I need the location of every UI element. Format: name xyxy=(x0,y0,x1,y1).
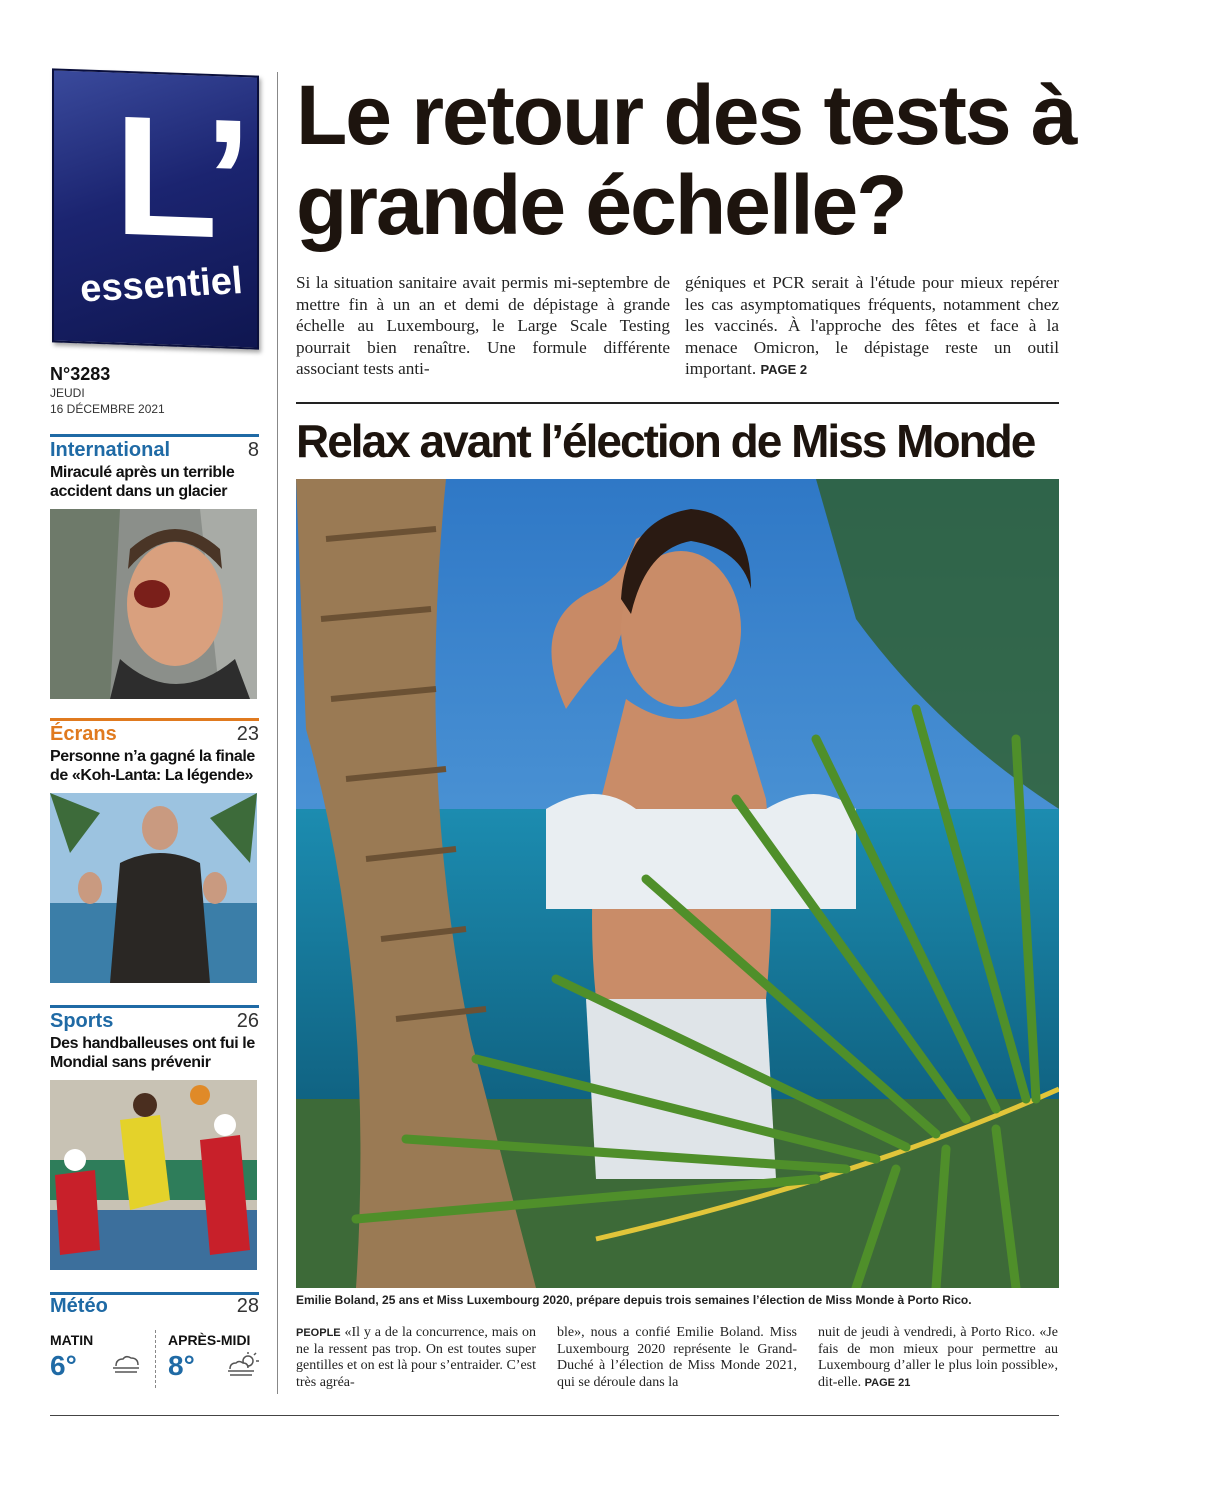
teaser-photo-climber[interactable] xyxy=(50,509,257,699)
section-bar xyxy=(50,1005,259,1008)
teaser-sports[interactable] xyxy=(50,1005,259,1270)
logo-mark: L’ xyxy=(114,80,248,276)
morning-label: MATIN xyxy=(50,1332,94,1348)
page-reference[interactable]: PAGE 21 xyxy=(864,1376,911,1389)
main-photo[interactable] xyxy=(296,479,1059,1288)
section-label: Écrans xyxy=(50,723,117,745)
column-divider xyxy=(277,72,278,1394)
teaser-title[interactable]: Personne n’a gagné la finale de «Koh-Lanta: La légende» xyxy=(50,748,255,784)
page-number: 23 xyxy=(236,723,259,745)
weather-box xyxy=(50,1292,259,1381)
story-column-3 xyxy=(818,1325,1058,1391)
photo-caption: Emilie Boland, 25 ans et Miss Luxembourg 2020, prépare depuis trois semaines l’élection de Miss Monde à Porto Rico. xyxy=(296,1293,972,1307)
section-bar xyxy=(50,718,259,721)
teaser-ecrans[interactable] xyxy=(50,718,259,983)
sun-cloud-fog-icon xyxy=(226,1352,260,1378)
afternoon-label: APRÈS-MIDI xyxy=(168,1332,251,1348)
logo-word: essentiel xyxy=(78,259,245,311)
section-rule xyxy=(296,402,1059,404)
story-title[interactable]: Relax avant l’élection de Miss Monde xyxy=(296,415,1035,467)
issue-day: JEUDI xyxy=(50,386,85,400)
page-number: 26 xyxy=(236,1010,259,1032)
story-text: nuit de jeudi à vendredi, à Porto Rico. «Je fais de mon mieux pour permettre au Luxembourg d’aller le plus loin possible», dit-elle. xyxy=(818,1325,1058,1390)
main-headline[interactable]: Le retour des tests à grande échelle? xyxy=(296,68,1076,252)
story-column-2: ble», nous a confié Emilie Boland. Miss Luxembourg 2020 représente le Grand-Duché à l’élection de Miss Monde 2021, qui se déroule dans la xyxy=(557,1325,797,1390)
weather-afternoon xyxy=(168,1332,268,1382)
story-kicker: PEOPLE xyxy=(296,1327,341,1339)
weather-morning xyxy=(50,1332,150,1382)
afternoon-temp: 8° xyxy=(168,1350,195,1381)
morning-temp: 6° xyxy=(50,1350,77,1381)
teaser-title[interactable]: Miraculé après un terrible accident dans un glacier xyxy=(50,464,235,500)
teaser-photo-handball[interactable] xyxy=(50,1080,257,1270)
brand-logo[interactable] xyxy=(52,68,259,349)
cloud-fog-icon xyxy=(110,1354,142,1376)
page-reference[interactable]: PAGE 2 xyxy=(760,362,808,377)
section-label: Météo xyxy=(50,1295,108,1317)
issue-number: N°3283 xyxy=(50,364,111,384)
lead-column-2 xyxy=(685,272,1059,381)
weather-divider xyxy=(155,1330,156,1388)
page-number: 8 xyxy=(247,439,259,461)
lead-text: géniques et PCR serait à l'étude pour mieux repérer les cas asymptomatiques fréquents, notamment chez les vaccinés. À l'approche des fêtes et face à la menace Omicron, le dépistage reste un outil important. xyxy=(685,273,1059,378)
page-number: 28 xyxy=(236,1295,259,1317)
teaser-title[interactable]: Des handballeuses ont fui le Mondial sans prévenir xyxy=(50,1035,255,1071)
section-label: Sports xyxy=(50,1010,114,1032)
section-bar xyxy=(50,434,259,437)
teaser-photo-host[interactable] xyxy=(50,793,257,983)
lead-column-1: Si la situation sanitaire avait permis mi-septembre de mettre fin à un an et demi de dépistage à grande échelle au Luxembourg, le Large Scale Testing pourrait bien renaître. Une formule différente associant tests anti- xyxy=(296,273,670,378)
story-text: «Il y a de la concurrence, mais on ne la ressent pas trop. On est toutes super gentilles et on est là pour s’entraider. C’est très agréa- xyxy=(296,1325,537,1390)
section-label: International xyxy=(50,439,171,461)
story-column-1 xyxy=(296,1325,536,1391)
issue-date: 16 DÉCEMBRE 2021 xyxy=(50,402,165,416)
teaser-international[interactable] xyxy=(50,434,259,699)
bottom-rule xyxy=(50,1415,1059,1416)
